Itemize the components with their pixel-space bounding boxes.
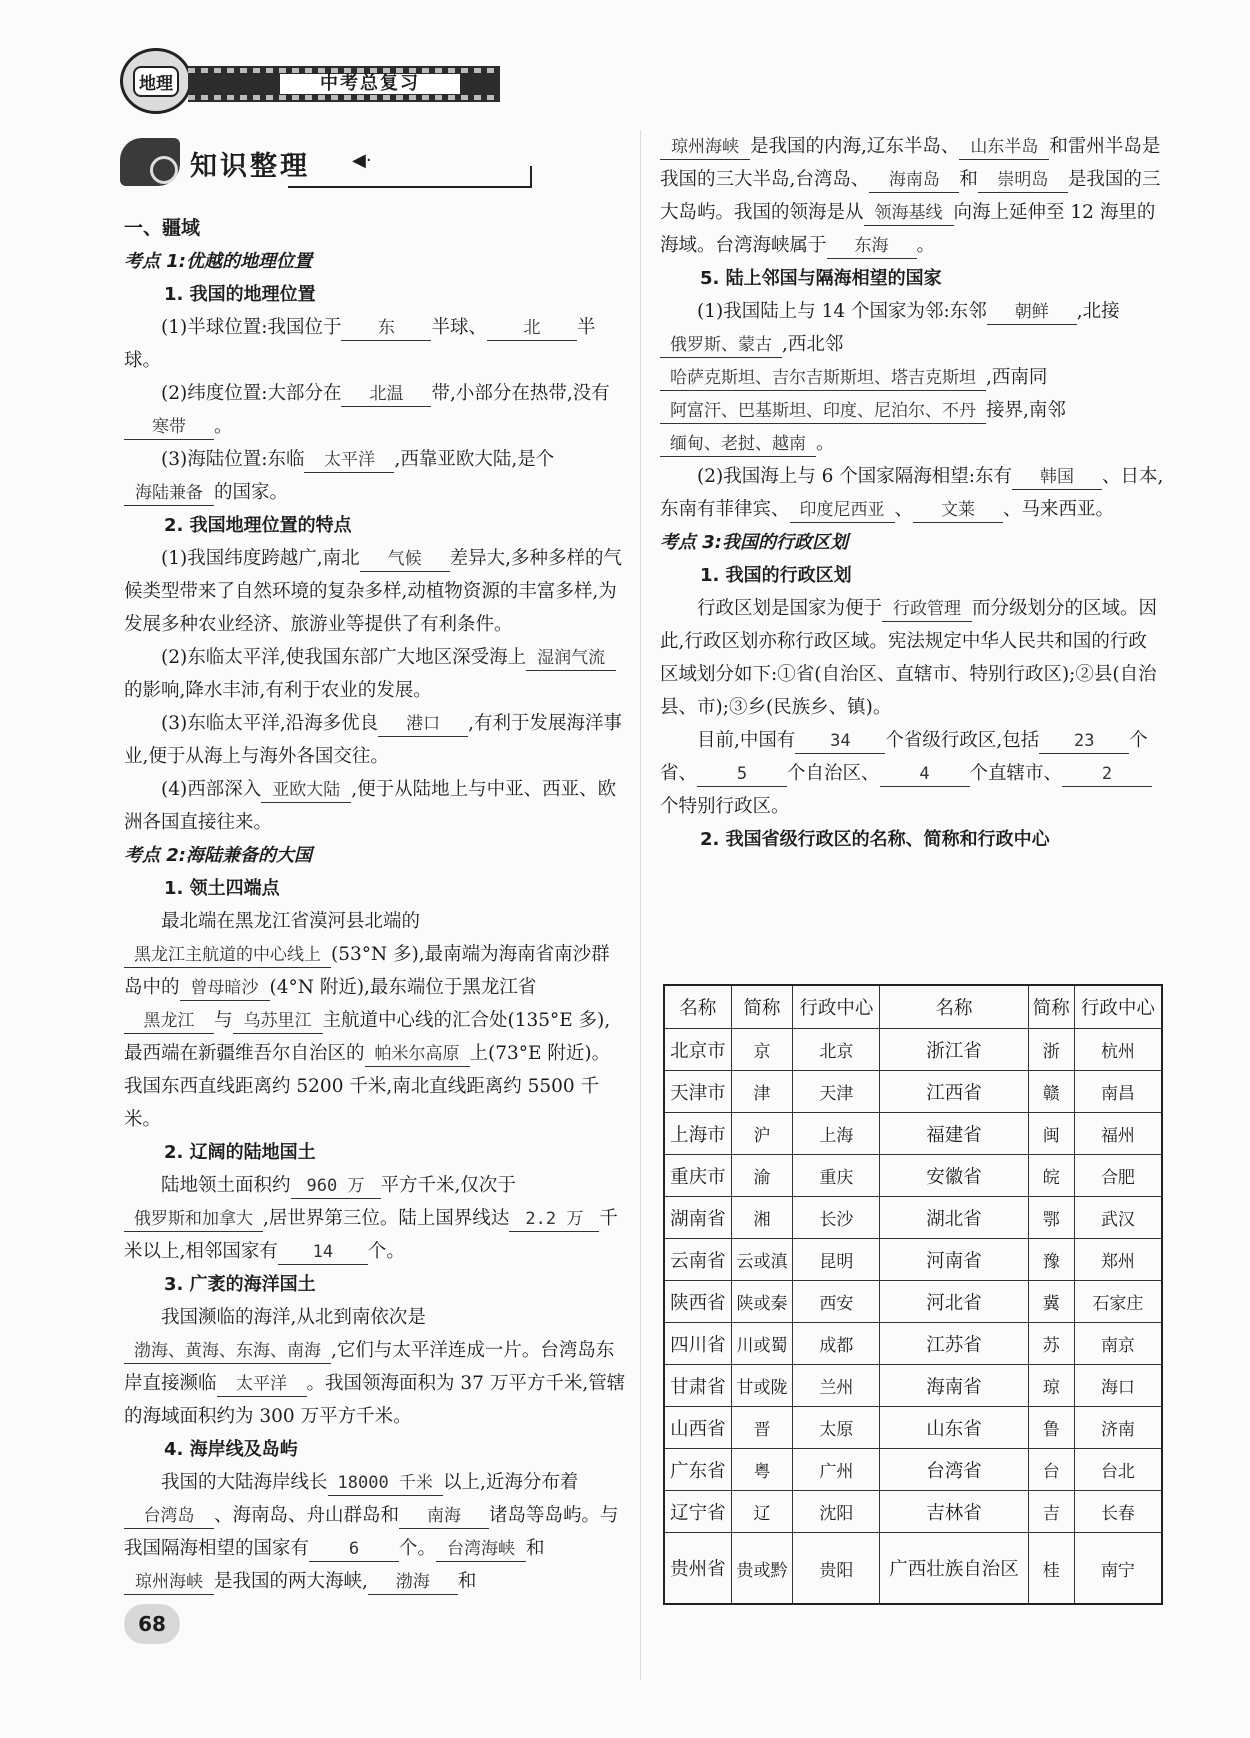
answer-blank: 海陆兼备: [124, 481, 214, 506]
subheading: 3. 广袤的海洋国土: [164, 1274, 316, 1295]
table-cell: 合肥: [1074, 1155, 1162, 1197]
answer-blank: 960 万: [291, 1174, 381, 1199]
answer-blank: 曾母暗沙: [180, 976, 270, 1001]
subheading: 1. 我国的地理位置: [164, 284, 316, 305]
answer-blank: 4: [880, 762, 970, 787]
table-cell: 陕或秦: [731, 1281, 793, 1323]
paragraph: (2)东临太平洋,使我国东部广大地区深受海上 湿润气流的影响,降水丰沛,有利于农业的发展。: [124, 641, 626, 707]
right-column: [660, 130, 1164, 856]
table-header-row: [664, 985, 1162, 1029]
table-header: 行政中心: [793, 985, 880, 1029]
table-row: [664, 1491, 1162, 1533]
table-cell: 北京: [793, 1029, 880, 1071]
column-divider: [640, 130, 641, 1680]
table-cell: 辽: [731, 1491, 793, 1533]
answer-blank: 23: [1039, 729, 1129, 754]
table-cell: 天津: [793, 1071, 880, 1113]
page-number: 68: [124, 1604, 180, 1644]
answer-blank: 阿富汗、巴基斯坦、印度、尼泊尔、不丹: [660, 399, 986, 424]
answer-blank: 太平洋: [217, 1372, 307, 1397]
subject-label: 地理: [133, 66, 179, 97]
table-cell: 昆明: [793, 1239, 880, 1281]
table-cell: 杭州: [1074, 1029, 1162, 1071]
table-cell: 上海: [793, 1113, 880, 1155]
answer-blank: 韩国: [1012, 465, 1102, 490]
table-cell: 上海市: [664, 1113, 731, 1155]
table-row: [664, 1029, 1162, 1071]
subject-badge: [120, 48, 192, 114]
answer-blank: 俄罗斯、蒙古: [660, 333, 782, 358]
table-cell: 台北: [1074, 1449, 1162, 1491]
answer-blank: 台湾岛: [124, 1504, 214, 1529]
answer-blank: 琼州海峡: [660, 135, 750, 160]
table-cell: 贵州省: [664, 1533, 731, 1605]
table-cell: 兰州: [793, 1365, 880, 1407]
answer-blank: 2: [1062, 762, 1152, 787]
table-row: [664, 1533, 1162, 1605]
table-cell: 沈阳: [793, 1491, 880, 1533]
answer-blank: 14: [278, 1240, 368, 1265]
answer-blank: 行政管理: [882, 597, 972, 622]
paragraph: (1)我国陆上与 14 个国家为邻:东邻 朝鲜 ,北接俄罗斯、蒙古 ,西北邻哈萨克斯坦、吉尔吉斯斯坦、塔吉克斯坦 ,西南同阿富汗、巴基斯坦、印度、尼泊尔、不丹 接界,南邻缅甸、老挝、越南 。: [660, 295, 1164, 460]
answer-blank: 朝鲜: [987, 300, 1077, 325]
page-header: [120, 48, 500, 114]
answer-blank: 缅甸、老挝、越南: [660, 432, 816, 457]
paragraph: 琼州海峡 是我国的内海,辽东半岛、 山东半岛 和雷州半岛是我国的三大半岛,台湾岛、 海南岛 和 崇明岛 是我国的三大岛屿。我国的领海是从 领海基线 向海上延伸至 12 海里的海域。台湾海峡属于 东海 。: [660, 130, 1164, 262]
answer-blank: 6: [309, 1537, 399, 1562]
part-heading: 一、疆域: [124, 217, 201, 239]
answer-blank: 帕米尔高原: [365, 1042, 470, 1067]
table-cell: 浙: [1028, 1029, 1074, 1071]
province-table: [663, 984, 1163, 1605]
table-cell: 福州: [1074, 1113, 1162, 1155]
answer-blank: 2.2 万: [509, 1207, 599, 1232]
paragraph: 最北端在黑龙江省漠河县北端的黑龙江主航道的中心线上 (53°N 多),最南端为海南省南沙群岛中的 曾母暗沙 (4°N 附近),最东端位于黑龙江省黑龙江 与 乌苏里江 主航道中心线的汇合处(135°E 多),最西端在新疆维吾尔自治区的 帕米尔高原 上(73°E 附近)。我国东西直线距离约 5200 千米,南北直线距离约 5500 千米。: [124, 911, 611, 1130]
answer-blank: 亚欧大陆: [261, 778, 351, 803]
table-cell: 南京: [1074, 1323, 1162, 1365]
answer-blank: 南海: [399, 1504, 489, 1529]
table-header: 简称: [1028, 985, 1074, 1029]
subheading: 1. 领土四端点: [164, 878, 280, 899]
answer-blank: 山东半岛: [959, 135, 1049, 160]
table-cell: 重庆市: [664, 1155, 731, 1197]
table-cell: 云或滇: [731, 1239, 793, 1281]
answer-blank: 海南岛: [869, 168, 959, 193]
table-cell: 广州: [793, 1449, 880, 1491]
table-cell: 广东省: [664, 1449, 731, 1491]
table-cell: 贵阳: [793, 1533, 880, 1605]
answer-blank: 领海基线: [864, 201, 954, 226]
table-cell: 苏: [1028, 1323, 1074, 1365]
paragraph: (4)西部深入 亚欧大陆 ,便于从陆地上与中亚、西亚、欧洲各国直接往来。: [124, 779, 617, 833]
table-cell: 皖: [1028, 1155, 1074, 1197]
table-header: 行政中心: [1074, 985, 1162, 1029]
answer-blank: 文莱: [913, 498, 1003, 523]
answer-blank: 5: [697, 762, 787, 787]
series-title: 中考总复习: [280, 74, 460, 94]
table-cell: 云南省: [664, 1239, 731, 1281]
table-row: [664, 1323, 1162, 1365]
table-cell: 太原: [793, 1407, 880, 1449]
answer-blank: 港口: [378, 712, 468, 737]
table-cell: 沪: [731, 1113, 793, 1155]
table-cell: 辽宁省: [664, 1491, 731, 1533]
table-cell: 江西省: [880, 1071, 1028, 1113]
table-row: [664, 1281, 1162, 1323]
answer-blank: 北温: [341, 382, 431, 407]
table-cell: 京: [731, 1029, 793, 1071]
table-row: [664, 1113, 1162, 1155]
section-underline: [288, 186, 532, 188]
subheading: 2. 辽阔的陆地国土: [164, 1142, 316, 1163]
table-cell: 安徽省: [880, 1155, 1028, 1197]
answer-blank: 渤海、黄海、东海、南海: [124, 1339, 331, 1364]
paragraph: (3)东临太平洋,沿海多优良 港口 ,有利于发展海洋事业,便于从海上与海外各国交往。: [124, 713, 622, 767]
table-cell: 西安: [793, 1281, 880, 1323]
table-cell: 江苏省: [880, 1323, 1028, 1365]
key-point-heading: 考点 1:优越的地理位置: [124, 251, 312, 272]
answer-blank: 乌苏里江: [233, 1009, 323, 1034]
table-cell: 吉: [1028, 1491, 1074, 1533]
table-cell: 甘肃省: [664, 1365, 731, 1407]
answer-blank: 黑龙江: [124, 1009, 214, 1034]
table-cell: 桂: [1028, 1533, 1074, 1605]
table-cell: 石家庄: [1074, 1281, 1162, 1323]
table-cell: 湖南省: [664, 1197, 731, 1239]
answer-blank: 琼州海峡: [124, 1570, 214, 1595]
table-cell: 赣: [1028, 1071, 1074, 1113]
paragraph: 行政区划是国家为便于 行政管理 而分级划分的区域。因此,行政区划亦称行政区域。宪法规定中华人民共和国的行政区域划分如下:①省(自治区、直辖市、特别行政区);②县(自治县、市);③乡(民族乡、镇)。: [660, 598, 1158, 718]
table-cell: 河南省: [880, 1239, 1028, 1281]
magnifier-icon: [120, 138, 180, 186]
table-cell: 湘: [731, 1197, 793, 1239]
table-row: [664, 1365, 1162, 1407]
table-cell: 浙江省: [880, 1029, 1028, 1071]
key-point-heading: 考点 2:海陆兼备的大国: [124, 845, 312, 866]
subheading: 1. 我国的行政区划: [700, 565, 852, 586]
paragraph: 目前,中国有 34 个省级行政区,包括 23 个省、 5 个自治区、 4 个直辖市、 2个特别行政区。: [660, 724, 1164, 823]
table-cell: 陕西省: [664, 1281, 731, 1323]
paragraph: 我国濒临的海洋,从北到南依次是渤海、黄海、东海、南海 ,它们与太平洋连成一片。台湾岛东岸直接濒临 太平洋 。我国领海面积为 37 万平方千米,管辖的海域面积约为 300 万平方千米。: [124, 1307, 626, 1427]
answer-blank: 18000 千米: [328, 1471, 443, 1496]
section-heading: [120, 134, 420, 190]
table-cell: 鲁: [1028, 1407, 1074, 1449]
table-cell: 四川省: [664, 1323, 731, 1365]
answer-blank: 崇明岛: [978, 168, 1068, 193]
answer-blank: 东海: [827, 234, 917, 259]
table-cell: 琼: [1028, 1365, 1074, 1407]
key-point-heading: 考点 3:我国的行政区划: [660, 532, 848, 553]
table-cell: 河北省: [880, 1281, 1028, 1323]
answer-blank: 俄罗斯和加拿大: [124, 1207, 263, 1232]
table-cell: 津: [731, 1071, 793, 1113]
table-cell: 济南: [1074, 1407, 1162, 1449]
table-cell: 山东省: [880, 1407, 1028, 1449]
answer-blank: 34: [795, 729, 885, 754]
table-cell: 吉林省: [880, 1491, 1028, 1533]
table-header: 简称: [731, 985, 793, 1029]
table-cell: 南宁: [1074, 1533, 1162, 1605]
table-cell: 北京市: [664, 1029, 731, 1071]
table-cell: 晋: [731, 1407, 793, 1449]
table-header: 名称: [664, 985, 731, 1029]
table-cell: 甘或陇: [731, 1365, 793, 1407]
table-header: 名称: [880, 985, 1028, 1029]
table-cell: 山西省: [664, 1407, 731, 1449]
table-cell: 长春: [1074, 1491, 1162, 1533]
table-row: [664, 1449, 1162, 1491]
paragraph: (2)纬度位置:大部分在 北温 带,小部分在热带,没有寒带 。: [124, 377, 626, 443]
table-cell: 台: [1028, 1449, 1074, 1491]
answer-blank: 气候: [360, 547, 450, 572]
left-column: [124, 212, 626, 1598]
table-cell: 闽: [1028, 1113, 1074, 1155]
table-cell: 冀: [1028, 1281, 1074, 1323]
answer-blank: 寒带: [124, 415, 214, 440]
answer-blank: 东: [341, 316, 431, 341]
table-row: [664, 1239, 1162, 1281]
table-cell: 海口: [1074, 1365, 1162, 1407]
subheading: 2. 我国地理位置的特点: [164, 515, 352, 536]
table-cell: 鄂: [1028, 1197, 1074, 1239]
arrow-icon: ◀·: [352, 150, 372, 171]
section-title: 知识整理: [190, 151, 310, 182]
table-cell: 广西壮族自治区: [880, 1533, 1028, 1605]
answer-blank: 印度尼西亚: [790, 498, 895, 523]
table-cell: 成都: [793, 1323, 880, 1365]
table-cell: 贵或黔: [731, 1533, 793, 1605]
table-cell: 福建省: [880, 1113, 1028, 1155]
table-row: [664, 1407, 1162, 1449]
series-banner: [188, 66, 500, 102]
answer-blank: 太平洋: [304, 448, 394, 473]
table-cell: 台湾省: [880, 1449, 1028, 1491]
paragraph: 陆地领土面积约 960 万 平方千米,仅次于俄罗斯和加拿大 ,居世界第三位。陆上国界线达 2.2 万 千米以上,相邻国家有 14 个。: [124, 1169, 626, 1268]
paragraph: 我国的大陆海岸线长 18000 千米 以上,近海分布着台湾岛 、海南岛、舟山群岛和 南海 诸岛等岛屿。与我国隔海相望的国家有 6 个。 台湾海峡 和琼州海峡 是我国的两大海峡, 渤海 和: [124, 1466, 626, 1598]
answer-blank: 黑龙江主航道的中心线上: [124, 943, 331, 968]
table-cell: 天津市: [664, 1071, 731, 1113]
paragraph: (3)海陆位置:东临 太平洋 ,西靠亚欧大陆,是个海陆兼备 的国家。: [124, 443, 626, 509]
answer-blank: 台湾海峡: [436, 1537, 526, 1562]
subheading: 5. 陆上邻国与隔海相望的国家: [700, 268, 942, 289]
table-row: [664, 1155, 1162, 1197]
table-cell: 湖北省: [880, 1197, 1028, 1239]
table-cell: 海南省: [880, 1365, 1028, 1407]
subheading: 2. 我国省级行政区的名称、简称和行政中心: [700, 829, 1050, 850]
answer-blank: 湿润气流: [526, 646, 616, 671]
table-cell: 川或蜀: [731, 1323, 793, 1365]
table-cell: 长沙: [793, 1197, 880, 1239]
table-cell: 重庆: [793, 1155, 880, 1197]
table-row: [664, 1197, 1162, 1239]
paragraph: (1)半球位置:我国位于 东 半球、 北 半球。: [124, 317, 596, 371]
table-row: [664, 1071, 1162, 1113]
table-cell: 郑州: [1074, 1239, 1162, 1281]
table-cell: 渝: [731, 1155, 793, 1197]
table-cell: 豫: [1028, 1239, 1074, 1281]
answer-blank: 渤海: [368, 1570, 458, 1595]
subheading: 4. 海岸线及岛屿: [164, 1439, 298, 1460]
table-cell: 南昌: [1074, 1071, 1162, 1113]
answer-blank: 北: [487, 316, 577, 341]
paragraph: (1)我国纬度跨越广,南北 气候 差异大,多种多样的气候类型带来了自然环境的复杂多样,动植物资源的丰富多样,为发展多种农业经济、旅游业等提供了有利条件。: [124, 548, 622, 635]
paragraph: (2)我国海上与 6 个国家隔海相望:东有 韩国 、日本,东南有菲律宾、 印度尼西亚 、 文莱 、马来西亚。: [660, 460, 1164, 526]
table-cell: 武汉: [1074, 1197, 1162, 1239]
answer-blank: 哈萨克斯坦、吉尔吉斯斯坦、塔吉克斯坦: [660, 366, 986, 391]
table-cell: 粤: [731, 1449, 793, 1491]
